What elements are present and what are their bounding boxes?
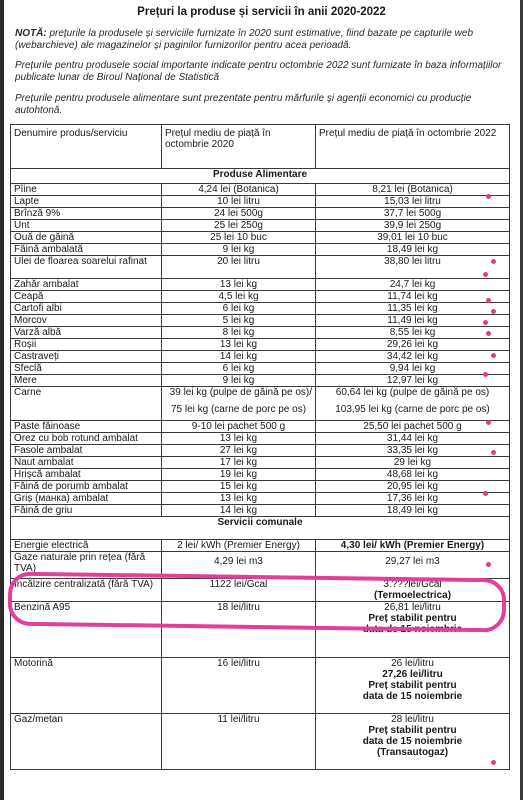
marker-dot (483, 491, 488, 496)
price-2020: 27 lei kg (162, 445, 316, 457)
price-2022: 4,30 lei/ kWh (Premier Energy) (316, 540, 510, 552)
product-name: Carne (11, 387, 162, 421)
price-2022-line: 26,81 lei/litru (384, 602, 441, 613)
product-name: Mere (11, 375, 162, 387)
price-2020: 10 lei litru (162, 196, 316, 208)
price-2022 (316, 602, 510, 658)
note-paragraph-1 (15, 28, 507, 52)
table-row (11, 315, 510, 327)
table-row (11, 363, 510, 375)
table-row (11, 339, 510, 351)
marker-dot (486, 298, 491, 303)
price-2020: 13 lei kg (162, 279, 316, 291)
price-2020 (162, 387, 316, 421)
price-2022-line: 103,95 lei kg (carne de porc pe os) (335, 404, 490, 415)
table-row (11, 375, 510, 387)
price-2022: 15,03 lei litru (316, 196, 510, 208)
price-2022: 17,36 lei kg (316, 493, 510, 505)
price-2022: 29 lei kg (316, 457, 510, 469)
price-2020: 4,5 lei kg (162, 291, 316, 303)
table-row (11, 433, 510, 445)
table-row (11, 327, 510, 339)
marker-dot (491, 450, 496, 455)
price-table (10, 124, 510, 770)
price-2020: 18 lei/litru (162, 602, 316, 658)
product-name: Gaze naturale prin rețea (fără TVA) (11, 552, 162, 579)
table-row (11, 291, 510, 303)
table-row (11, 602, 510, 658)
table-row (11, 540, 510, 552)
price-2022-line: 26 lei/litru (391, 658, 434, 669)
product-name: Făină de porumb ambalat (11, 481, 162, 493)
price-2022-line: data de 15 noiembrie (362, 624, 463, 635)
price-2020: 24 lei 500g (162, 208, 316, 220)
price-2022: 39,9 lei 250g (316, 220, 510, 232)
table-row (11, 481, 510, 493)
price-2022-line: data de 15 noiembrie (362, 736, 463, 747)
product-name: Unt (11, 220, 162, 232)
price-2020: 19 lei kg (162, 469, 316, 481)
note-label: NOTĂ: (15, 28, 47, 39)
table-row (11, 184, 510, 196)
product-name: Griș (манка) ambalat (11, 493, 162, 505)
product-name: Pîine (11, 184, 162, 196)
header-price-2022: Prețul mediu de piață în octombrie 2022 (316, 125, 510, 169)
product-name: Ulei de floarea soarelui rafinat (11, 256, 162, 279)
marker-dot (491, 259, 496, 264)
product-name: Benzină A95 (11, 602, 162, 658)
product-name: Paste făinoase (11, 421, 162, 433)
price-2022-line: 27,26 lei/litru (382, 669, 443, 680)
price-2020: 6 lei kg (162, 303, 316, 315)
price-2020: 6 lei kg (162, 363, 316, 375)
price-2022: 11,35 lei kg (316, 303, 510, 315)
price-2022-line: 60,64 lei kg (pulpe de găină pe os) (335, 387, 490, 398)
table-row (11, 445, 510, 457)
table-row (11, 244, 510, 256)
table-row (11, 303, 510, 315)
product-name: Ouă de găină (11, 232, 162, 244)
table-row (11, 256, 510, 279)
price-2022: 34,42 lei kg (316, 351, 510, 363)
price-2020: 9 lei kg (162, 244, 316, 256)
price-2022-line: (Transautogaz) (376, 747, 449, 758)
table-row (11, 220, 510, 232)
price-2020: 1122 lei/Gcal (162, 579, 316, 602)
product-name: Zahăr ambalat (11, 279, 162, 291)
price-2020: 9-10 lei pachet 500 g (162, 421, 316, 433)
price-2020: 4,29 lei m3 (162, 552, 316, 579)
price-2020: 14 lei kg (162, 351, 316, 363)
price-2020: 20 lei litru (162, 256, 316, 279)
note-text: prețurile la produsele și serviciile furnizate în 2020 sunt estimative, fiind bazate pe capturile web (webarchieve) ale magazinelor și paginilor furnizorilor pentru acea perioadă. (15, 28, 474, 51)
price-2022: 11,74 lei kg (316, 291, 510, 303)
table-row (11, 493, 510, 505)
product-name: Ceapă (11, 291, 162, 303)
price-2022: 31,44 lei kg (316, 433, 510, 445)
product-name: Gaz/metan (11, 714, 162, 770)
price-2022-line: Preț stabilit pentru (368, 725, 457, 736)
product-name: Hrișcă ambalat (11, 469, 162, 481)
price-2022-line: 28 lei/litru (391, 714, 434, 725)
price-2020: 4,24 lei (Botanica) (162, 184, 316, 196)
product-name: Făină de griu (11, 505, 162, 517)
price-2022: 48,68 lei kg (316, 469, 510, 481)
price-2022-line: Preț stabilit pentru (368, 613, 457, 624)
price-2022 (316, 387, 510, 421)
price-2022 (316, 714, 510, 770)
product-name: Energie electrică (11, 540, 162, 552)
price-2022: 8,21 lei (Botanica) (316, 184, 510, 196)
section-row-utilities (11, 517, 510, 540)
price-2022: 37,7 lei 500g (316, 208, 510, 220)
product-name: Varză albă (11, 327, 162, 339)
price-2020: 15 lei kg (162, 481, 316, 493)
marker-dot (486, 420, 491, 425)
price-2022: 24,7 lei kg (316, 279, 510, 291)
marker-dot (491, 760, 496, 765)
section-row-food (11, 169, 510, 184)
table-row (11, 469, 510, 481)
price-2020-line: 75 lei kg (carne de porc pe os) (170, 404, 307, 415)
table-row (11, 208, 510, 220)
price-2020: 13 lei kg (162, 493, 316, 505)
product-name: Lapte (11, 196, 162, 208)
price-2022: 9,94 lei kg (316, 363, 510, 375)
marker-dot (491, 309, 496, 314)
table-row (11, 552, 510, 579)
product-name: Castraveți (11, 351, 162, 363)
product-name: Morcov (11, 315, 162, 327)
table-row (11, 421, 510, 433)
scan-edge-left (0, 0, 4, 800)
table-header-row (11, 125, 510, 169)
section-title-food: Produse Alimentare (11, 169, 510, 184)
price-2020: 5 lei kg (162, 315, 316, 327)
price-2020: 25 lei 250g (162, 220, 316, 232)
price-2020: 9 lei kg (162, 375, 316, 387)
price-2020: 11 lei/litru (162, 714, 316, 770)
price-2020: 13 lei kg (162, 339, 316, 351)
price-2022: 18,49 lei kg (316, 505, 510, 517)
price-2020: 25 lei 10 buc (162, 232, 316, 244)
price-2022: 11,49 lei kg (316, 315, 510, 327)
price-2022: 38,80 lei litru (316, 256, 510, 279)
marker-dot (483, 272, 488, 277)
price-2022-line: (Termoelectrica) (373, 590, 452, 601)
price-2022-line: 3.???lei/Gcal (383, 579, 442, 590)
table-row (11, 457, 510, 469)
marker-dot (483, 372, 488, 377)
price-2022: 33,35 lei kg (316, 445, 510, 457)
note-paragraph-3: Prețurile pentru produsele alimentare sunt prezentate pentru mărfurile și agenții economici cu producție autohtonă. (15, 93, 472, 116)
price-2020: 14 lei kg (162, 505, 316, 517)
price-2022: 20,95 lei kg (316, 481, 510, 493)
price-2022 (316, 658, 510, 714)
table-row (11, 387, 510, 421)
price-2022: 29,26 lei kg (316, 339, 510, 351)
price-2020-line: 39 lei kg (pulpe de găină pe os)/ (169, 387, 312, 398)
product-name: Naut ambalat (11, 457, 162, 469)
price-2022: 8,55 lei kg (316, 327, 510, 339)
header-product: Denumire produs/serviciu (11, 125, 162, 169)
product-name: Orez cu bob rotund ambalat (11, 433, 162, 445)
price-2020: 8 lei kg (162, 327, 316, 339)
price-2020: 13 lei kg (162, 433, 316, 445)
product-name: Sfeclă (11, 363, 162, 375)
price-2022: 12,97 lei kg (316, 375, 510, 387)
marker-dot (486, 331, 491, 336)
marker-dot (486, 194, 491, 199)
product-name: Cartofi albi (11, 303, 162, 315)
product-name: Încălzire centralizată (fără TVA) (11, 579, 162, 602)
table-row (11, 232, 510, 244)
note-paragraph-2: Prețurile pentru produsele social importante indicate pentru octombrie 2022 sunt furnizate în baza informațiilor publicate lunar de Biroul Național de Statistică (15, 60, 502, 83)
product-name: Făină ambalată (11, 244, 162, 256)
price-2022: 25,50 lei pachet 500 g (316, 421, 510, 433)
price-2022-line: data de 15 noiembrie (362, 691, 463, 702)
document-title: Prețuri la produse și servicii în anii 2020-2022 (137, 6, 386, 18)
price-2022 (316, 579, 510, 602)
section-title-utilities: Servicii comunale (11, 517, 510, 540)
product-name: Roșii (11, 339, 162, 351)
table-row (11, 714, 510, 770)
product-name: Brînză 9% (11, 208, 162, 220)
marker-dot (486, 562, 491, 567)
table-row (11, 351, 510, 363)
table-row (11, 196, 510, 208)
product-name: Motorină (11, 658, 162, 714)
table-row (11, 505, 510, 517)
price-2022: 18,49 lei kg (316, 244, 510, 256)
marker-dot (483, 320, 488, 325)
marker-dot (491, 353, 496, 358)
price-2020: 17 lei kg (162, 457, 316, 469)
price-2022: 29,27 lei m3 (316, 552, 510, 579)
price-2020: 2 lei/ kWh (Premier Energy) (162, 540, 316, 552)
table-row (11, 658, 510, 714)
header-price-2020: Prețul mediu de piață în octombrie 2020 (162, 125, 316, 169)
table-row (11, 279, 510, 291)
price-2022-line: Preț stabilit pentru (368, 680, 457, 691)
product-name: Fasole ambalat (11, 445, 162, 457)
table-row (11, 579, 510, 602)
price-2020: 16 lei/litru (162, 658, 316, 714)
price-2022: 39,01 lei 10 buc (316, 232, 510, 244)
